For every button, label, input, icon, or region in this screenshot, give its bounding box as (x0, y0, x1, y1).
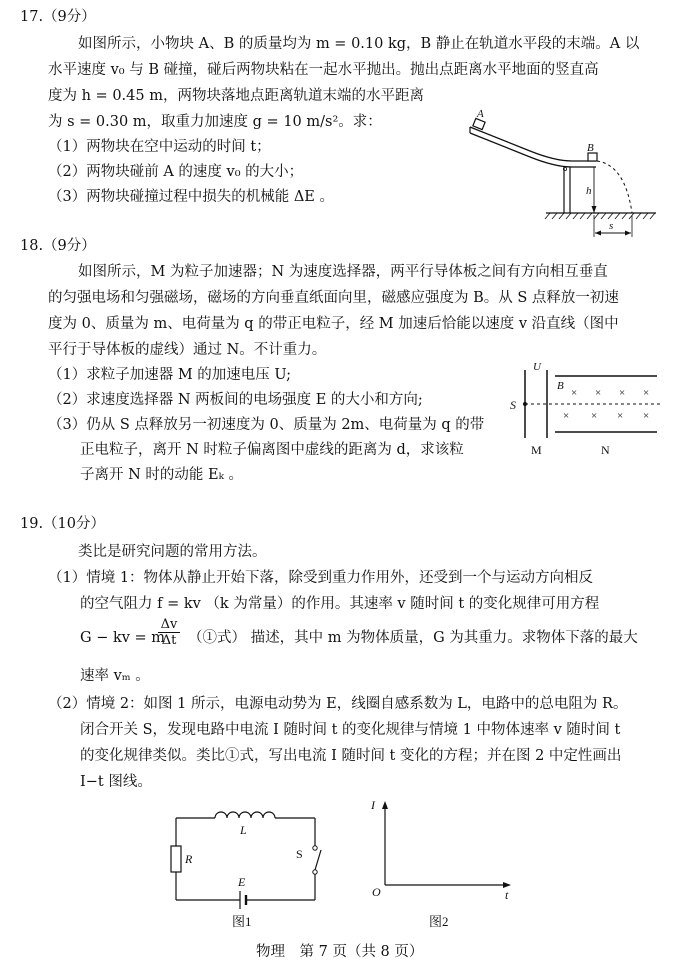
q18-line-4: 平行于导体板的虚线）通过 N。不计重力。 (48, 342, 327, 358)
q17-line-1: 如图所示，小物块 A、B 的质量均为 m = 0.10 kg，B 静止在轨道水平段的末端。A 以 (78, 36, 640, 52)
q18-header: 18.（9分） (20, 238, 96, 254)
label-h: h (586, 185, 592, 197)
label-a: A (477, 108, 484, 120)
q19-header: 19.（10分） (20, 516, 106, 532)
q18-line-2: 的匀强电场和匀强磁场，磁场的方向垂直纸面向里，磁感应强度为 B。从 S 点释放一初速 (48, 290, 619, 306)
q19-equation-lhs: G − kv = m (80, 630, 166, 646)
cross: × (643, 410, 650, 422)
cross: × (643, 387, 650, 399)
label-m: M (531, 443, 542, 457)
cross: × (563, 410, 570, 422)
q18-accelerator-figure (505, 358, 670, 458)
resistor (171, 846, 181, 872)
label-s: s (609, 220, 614, 232)
q18-item-3-cont: 正电粒子，离开 N 时粒子偏离图中虚线的距离为 d，求该粒 (80, 442, 464, 458)
trajectory (597, 161, 632, 213)
q18-item-3-end: 子离开 N 时的动能 Eₖ 。 (80, 467, 243, 483)
block-b (588, 153, 597, 161)
label-t: t (505, 888, 509, 902)
q18-line-1: 如图所示，M 为粒子加速器；N 为速度选择器，两平行导体板之间有方向相互垂直 (78, 264, 608, 280)
q18-line-3: 度为 0、质量为 m、电荷量为 q 的带正电粒子，经 M 加速后恰能以速度 v 沿直线（图中 (48, 316, 619, 332)
q18-item-3: （3）仍从 S 点释放另一初速度为 0、质量为 2m、电荷量为 q 的带 (48, 417, 485, 433)
figure1-caption: 图1 (232, 914, 252, 929)
q17-header: 17.（9分） (20, 9, 96, 25)
q19-equation-fraction (158, 617, 180, 648)
q19-part2-line-3: 的变化规律类似。类比①式，写出电流 I 随时间 t 变化的方程；并在图 2 中定性画出 (80, 748, 622, 764)
q19-it-graph (365, 795, 525, 935)
page-footer: 物理 第 7 页（共 8 页） (256, 944, 424, 960)
q19-intro: 类比是研究问题的常用方法。 (78, 544, 267, 560)
label-e: E (238, 875, 246, 889)
magnetic-field-crosses (563, 387, 649, 422)
q19-part2-line-4: I−t 图线。 (80, 774, 152, 790)
q19-part1-line-3: （①式） 描述，其中 m 为物体质量，G 为其重力。求物体下落的最大 (188, 630, 638, 646)
label-l: L (240, 823, 247, 837)
q19-circuit-figure (160, 800, 335, 935)
q19-part1-line-1: （1）情境 1：物体从静止开始下落，除受到重力作用外，还受到一个与运动方向相反 (48, 570, 594, 586)
q17-line-2: 水平速度 v₀ 与 B 碰撞，碰后两物块粘在一起水平抛出。抛出点距离水平地面的竖直高 (48, 62, 599, 78)
inductor (215, 812, 275, 818)
q17-item-3: （3）两物块碰撞过程中损失的机械能 ΔE 。 (48, 189, 334, 205)
block-a (473, 118, 485, 129)
track-line (470, 127, 596, 161)
label-n: N (601, 443, 610, 457)
q17-item-1: （1）两物块在空中运动的时间 t； (48, 139, 271, 155)
label-switch: S (296, 847, 303, 861)
cross: × (619, 387, 626, 399)
label-origin: O (372, 885, 381, 899)
fraction-numerator: Δv (160, 617, 178, 632)
label-u: U (533, 361, 541, 373)
track-line-lower (470, 133, 596, 167)
cross: × (571, 387, 578, 399)
cross: × (595, 387, 602, 399)
label-b: B (557, 380, 564, 392)
label-i: I (371, 798, 375, 812)
label-s: S (510, 398, 516, 412)
q19-part2-line-2: 闭合开关 S，发现电路中电流 I 随时间 t 的变化规律与情境 1 中物体速率 v 随时间 t (80, 722, 621, 738)
q17-item-2: （2）两物块碰前 A 的速度 v₀ 的大小； (48, 164, 304, 180)
fraction-denominator: Δt (158, 632, 180, 648)
q19-part1-line-2: 的空气阻力 f = kv （k 为常量）的作用。其速率 v 随时间 t 的变化规律可用方程 (80, 596, 600, 612)
label-r: R (185, 852, 193, 866)
label-b: B (587, 142, 594, 154)
q18-item-1: （1）求粒子加速器 M 的加速电压 U; (48, 367, 291, 383)
figure2-caption: 图2 (429, 914, 449, 929)
q18-item-2: （2）求速度选择器 N 两板间的电场强度 E 的大小和方向; (48, 392, 423, 408)
switch (315, 850, 321, 870)
q17-line-4: 为 s = 0.30 m，取重力加速度 g = 10 m/s²。求： (48, 114, 382, 130)
q17-line-3: 度为 h = 0.45 m，两物块落地点距离轨道末端的水平距离 (48, 88, 424, 104)
cross: × (591, 410, 598, 422)
cross: × (617, 410, 624, 422)
q19-part2-line-1: （2）情境 2：如图 1 所示，电源电动势为 E，线圈自感系数为 L，电路中的总电阻为 R。 (48, 696, 628, 712)
q17-track-figure (460, 105, 670, 240)
q19-part1-line-4: 速率 vₘ 。 (80, 668, 150, 684)
